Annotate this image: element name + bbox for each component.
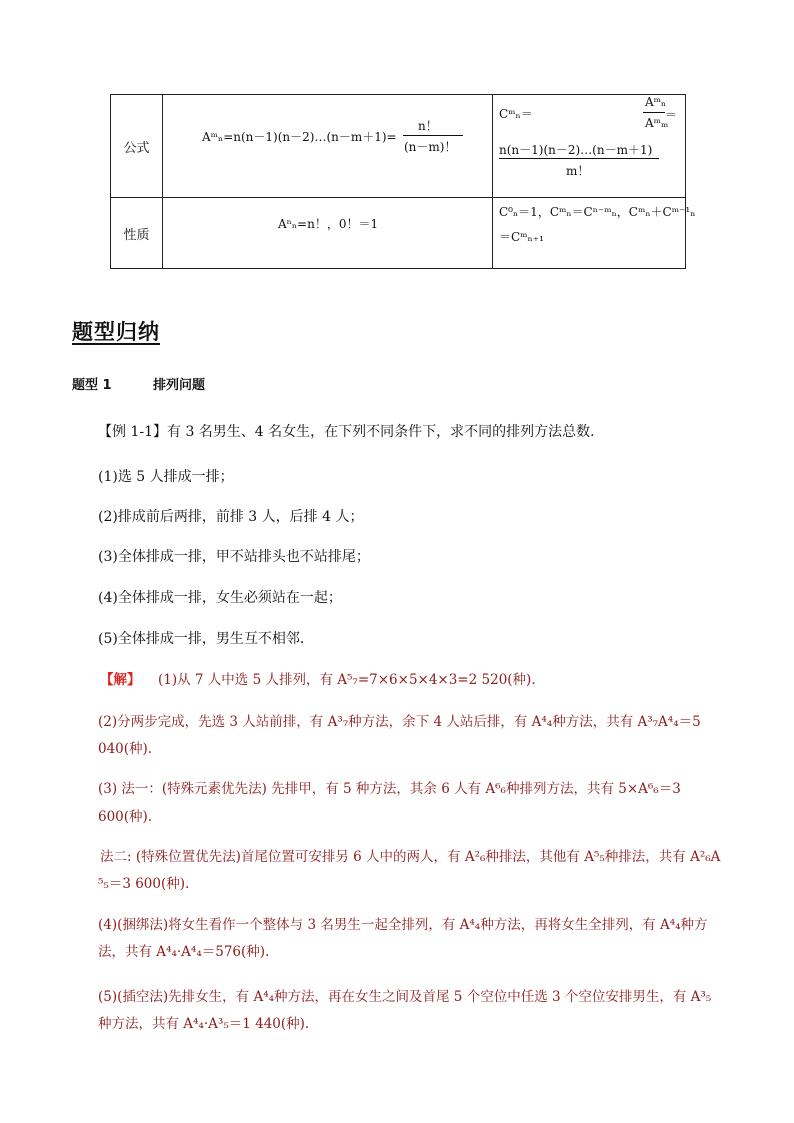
- solution-3-line1: (3) 法一：(特殊元素优先法) 先排甲，有 5 种方法，其余 6 人有 A⁶₆种排列方法，共有 5×A⁶₆＝3: [98, 781, 681, 797]
- question-3: (3)全体排成一排，甲不站排头也不站排尾；: [98, 549, 370, 565]
- solution-2-line1: (2)分两步完成，先选 3 人站前排，有 A³₇种方法，余下 4 人站后排，有 A⁴₄种方法，共有 A³₇A⁴₄＝5: [98, 714, 701, 730]
- perm-numerator: n！: [418, 119, 438, 133]
- solution-5-line2: 种方法，共有 A⁴₄·A³₅＝1 440(种).: [98, 1016, 310, 1032]
- row-label-formula: 公式: [123, 140, 150, 156]
- solution-2-line2: 040(种).: [98, 741, 153, 757]
- comb-property-line2: ＝Cᵐₙ₊₁: [499, 230, 544, 244]
- table-row-property: [111, 198, 686, 269]
- comb-top-equals: ＝: [665, 108, 678, 122]
- solution-3-line2: 600(种).: [98, 809, 153, 825]
- row-label-property: 性质: [123, 227, 150, 243]
- perm-property: Aⁿₙ=n！，0！＝1: [278, 217, 379, 231]
- comb-property-line1: C⁰ₙ＝1，Cᵐₙ＝Cⁿ⁻ᵐₙ，Cᵐₙ＋Cᵐ⁻¹ₙ: [499, 205, 696, 219]
- solution-3b-line2: ⁵₅＝3 600(种).: [98, 876, 190, 892]
- perm-denominator: (n－m)！: [404, 140, 457, 154]
- perm-formula-cell: [163, 95, 493, 198]
- type-label: 题型 1: [72, 378, 112, 393]
- comb-top-fraction-bar: [643, 112, 665, 113]
- solution-5-line1: (5)(插空法)先排女生，有 A⁴₄种方法，再在女生之间及首尾 5 个空位中任选 3 个空位安排男生，有 A³₅: [98, 989, 712, 1005]
- perm-property-cell: [163, 198, 493, 269]
- question-4: (4)全体排成一排，女生必须站在一起；: [98, 590, 342, 606]
- solution-1: (1)从 7 人中选 5 人排列，有 A⁵₇=7×6×5×4×3=2 520(种).: [158, 672, 536, 688]
- section-title: 题型归纳: [72, 320, 160, 344]
- question-1: (1)选 5 人排成一排；: [98, 469, 234, 485]
- solution-4-line2: 法，共有 A⁴₄·A⁴₄＝576(种).: [98, 944, 270, 960]
- comb-top-numerator: Aᵐₙ: [645, 95, 667, 109]
- table-row-formula: [111, 95, 686, 198]
- perm-fraction-bar: [403, 135, 463, 136]
- perm-formula: Aᵐₙ=n(n－1)(n－2)…(n－m＋1)=: [202, 130, 397, 144]
- comb-formula-cell: [493, 95, 686, 198]
- example-intro: 【例 1-1】有 3 名男生、4 名女生，在下列不同条件下，求不同的排列方法总数．: [98, 424, 605, 440]
- question-5: (5)全体排成一排，男生互不相邻．: [98, 631, 314, 647]
- comb-lhs: Cᵐₙ＝: [499, 107, 533, 121]
- comb-numerator: n(n－1)(n－2)…(n－m＋1): [499, 143, 653, 157]
- formula-table: [110, 94, 696, 269]
- type-title: 排列问题: [153, 378, 206, 393]
- solution-3b-line1: 法二: (特殊位置优先法)首尾位置可安排另 6 人中的两人，有 A²₆种排法，其他有 A⁵₅种排法，共有 A²₆A: [100, 849, 721, 865]
- solution-4-line1: (4)(捆绑法)将女生看作一个整体与 3 名男生一起全排列，有 A⁴₄种方法，再将女生全排列，有 A⁴₄种方: [98, 917, 708, 933]
- row-label-cell: [111, 198, 163, 269]
- comb-top-denominator: Aᵐₘ: [645, 116, 669, 130]
- comb-property-cell: [493, 198, 696, 269]
- comb-fraction-bar: [499, 158, 659, 159]
- comb-denominator: m！: [566, 164, 590, 178]
- solution-tag: 【解】: [100, 672, 141, 688]
- question-2: (2)排成前后两排，前排 3 人，后排 4 人；: [98, 509, 364, 525]
- row-label-cell: [111, 95, 163, 198]
